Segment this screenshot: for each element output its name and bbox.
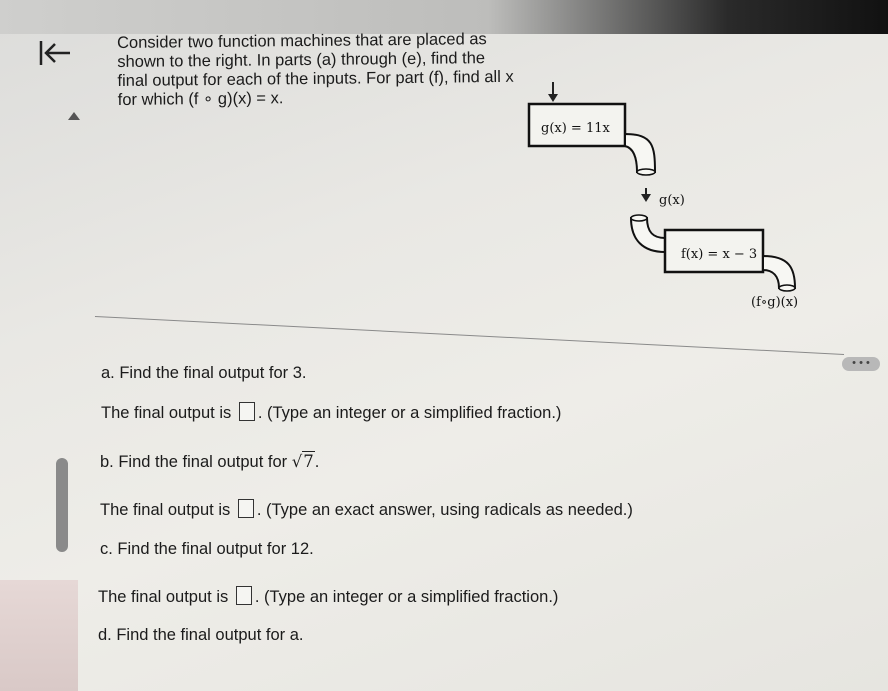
part-a-answer-input[interactable] [239, 402, 255, 421]
scroll-up-icon[interactable] [68, 112, 80, 120]
g-output-label: g(x) [659, 193, 685, 208]
part-c-question: c. Find the final output for 12. [100, 540, 314, 558]
part-b-question-prefix: b. Find the final output for [100, 453, 288, 471]
part-b-question-suffix: . [314, 453, 320, 471]
more-options-button[interactable]: • • • [842, 357, 880, 371]
part-c-answer-prefix: The final output is [98, 588, 229, 606]
part-a-hint: . (Type an integer or a simplified fraction.) [257, 404, 562, 422]
sqrt-radicand: 7 [303, 452, 314, 471]
part-a-answer-prefix: The final output is [101, 404, 232, 422]
back-arrow-icon[interactable] [38, 38, 72, 68]
part-a-answer-row [101, 402, 561, 423]
section-divider [95, 316, 844, 355]
part-b-answer-input[interactable] [238, 499, 254, 518]
g-machine-label: g(x) = 11x [541, 121, 610, 136]
part-c-answer-row [98, 586, 558, 607]
part-c-hint: . (Type an integer or a simplified fraction.) [254, 588, 559, 606]
part-b-answer-prefix: The final output is [100, 501, 231, 519]
intro-expression: (f ∘ g)(x) = x. [188, 89, 284, 109]
part-b-answer-row [100, 499, 633, 520]
part-b-question [100, 452, 319, 472]
side-panel-shade [0, 580, 78, 691]
function-machine-diagram [525, 80, 815, 320]
problem-intro [117, 30, 518, 110]
part-c-answer-input[interactable] [236, 586, 252, 605]
sqrt-expression: √7 [291, 452, 314, 471]
top-bar [0, 0, 888, 34]
part-d-question: d. Find the final output for a. [98, 626, 304, 644]
fog-output-label: (f∘g)(x) [751, 295, 799, 310]
part-a-question: a. Find the final output for 3. [101, 364, 307, 382]
f-machine-label: f(x) = x − 3 [681, 247, 758, 262]
intro-text: Consider two function machines that are placed as shown to the right. In parts (a) through (e), find the final output for each of the inputs. For part (f), find all x for which [117, 30, 514, 109]
part-b-hint: . (Type an exact answer, using radicals as needed.) [256, 501, 633, 519]
scrollbar-thumb[interactable] [56, 458, 68, 552]
